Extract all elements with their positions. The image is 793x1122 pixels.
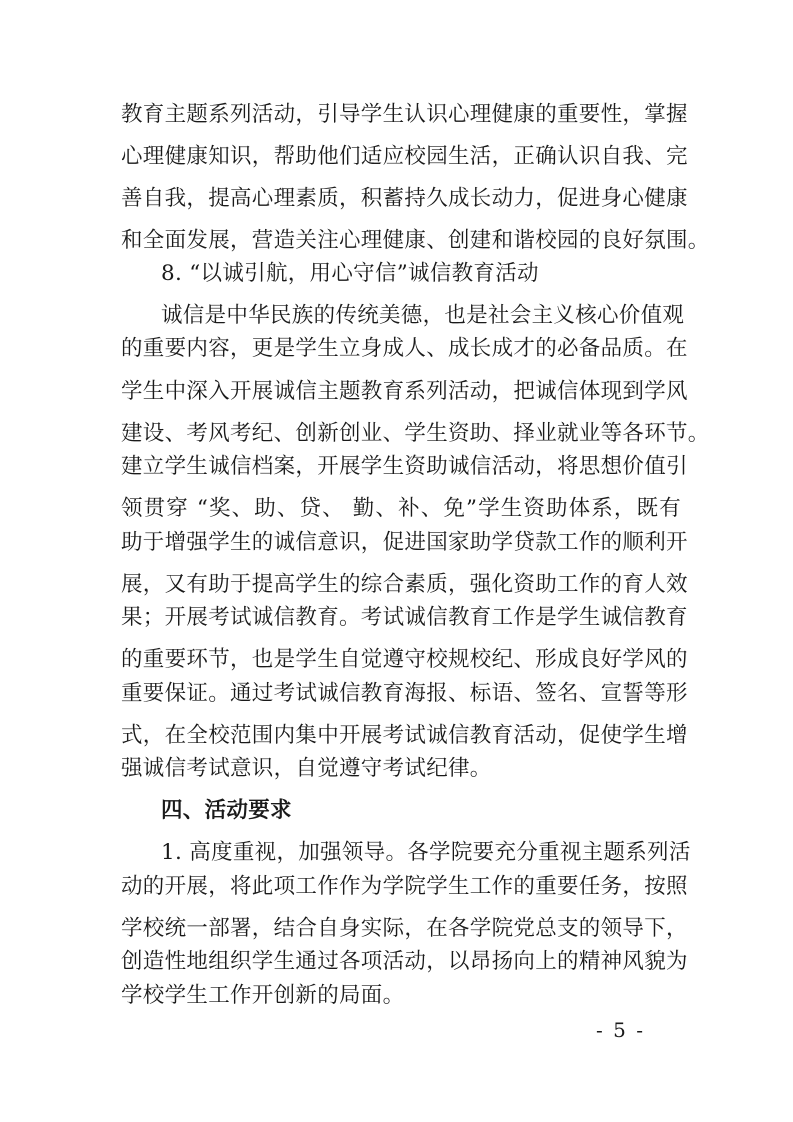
page-number: - 5 - [596,1018,645,1042]
paragraph-line: 教育主题系列活动，引导学生认识心理健康的重要性，掌握 [121,102,688,127]
paragraph-line: 领贯穿 “奖、助、贷、 勤、补、免”学生资助体系，既有 [121,496,681,521]
paragraph-line: 和全面发展，营造关注心理健康、创建和谐校园的良好氛围。 [121,228,710,253]
paragraph-line: 创造性地组织学生通过各项活动，以昂扬向上的精神风貌为 [121,949,688,974]
paragraph-line: 动的开展，将此项工作作为学院学生工作的重要任务，按照 [121,874,688,899]
paragraph-line: 心理健康知识，帮助他们适应校园生活，正确认识自我、完 [121,144,688,169]
section-subheading: 8. “以诚引航，用心守信”诚信教育活动 [161,261,539,286]
paragraph-line: 重要保证。通过考试诚信教育海报、标语、签名、宣誓等形 [121,681,688,706]
paragraph-line: 强诚信考试意识，自觉遵守考试纪律。 [121,756,492,781]
paragraph-line: 学生中深入开展诚信主题教育系列活动，把诚信体现到学风 [121,379,688,404]
paragraph-line: 1. 高度重视，加强领导。各学院要充分重视主题系列活 [161,840,691,865]
paragraph-line: 建立学生诚信档案，开展学生资助诚信活动，将思想价值引 [121,454,688,479]
paragraph-line: 学校统一部署，结合自身实际，在各学院党总支的领导下， [121,916,688,941]
paragraph-line: 展，又有助于提高学生的综合素质，强化资助工作的育人效 [121,572,688,597]
paragraph-line: 的重要环节，也是学生自觉遵守校规校纪、形成良好学风的 [121,647,688,672]
paragraph-line: 建设、考风考纪、创新创业、学生资助、择业就业等各环节。 [121,421,710,446]
paragraph-line: 诚信是中华民族的传统美德，也是社会主义核心价值观 [161,303,685,328]
paragraph-line: 果；开展考试诚信教育。考试诚信教育工作是学生诚信教育 [121,605,688,630]
paragraph-line: 助于增强学生的诚信意识，促进国家助学贷款工作的顺利开 [121,530,688,555]
section-heading: 四、活动要求 [161,798,292,823]
paragraph-line: 学校学生工作开创新的局面。 [121,983,405,1008]
paragraph-line: 的重要内容，更是学生立身成人、成长成才的必备品质。在 [121,336,688,361]
paragraph-line: 式，在全校范围内集中开展考试诚信教育活动，促使学生增 [121,723,688,748]
paragraph-line: 善自我，提高心理素质，积蓄持久成长动力，促进身心健康 [121,186,688,211]
